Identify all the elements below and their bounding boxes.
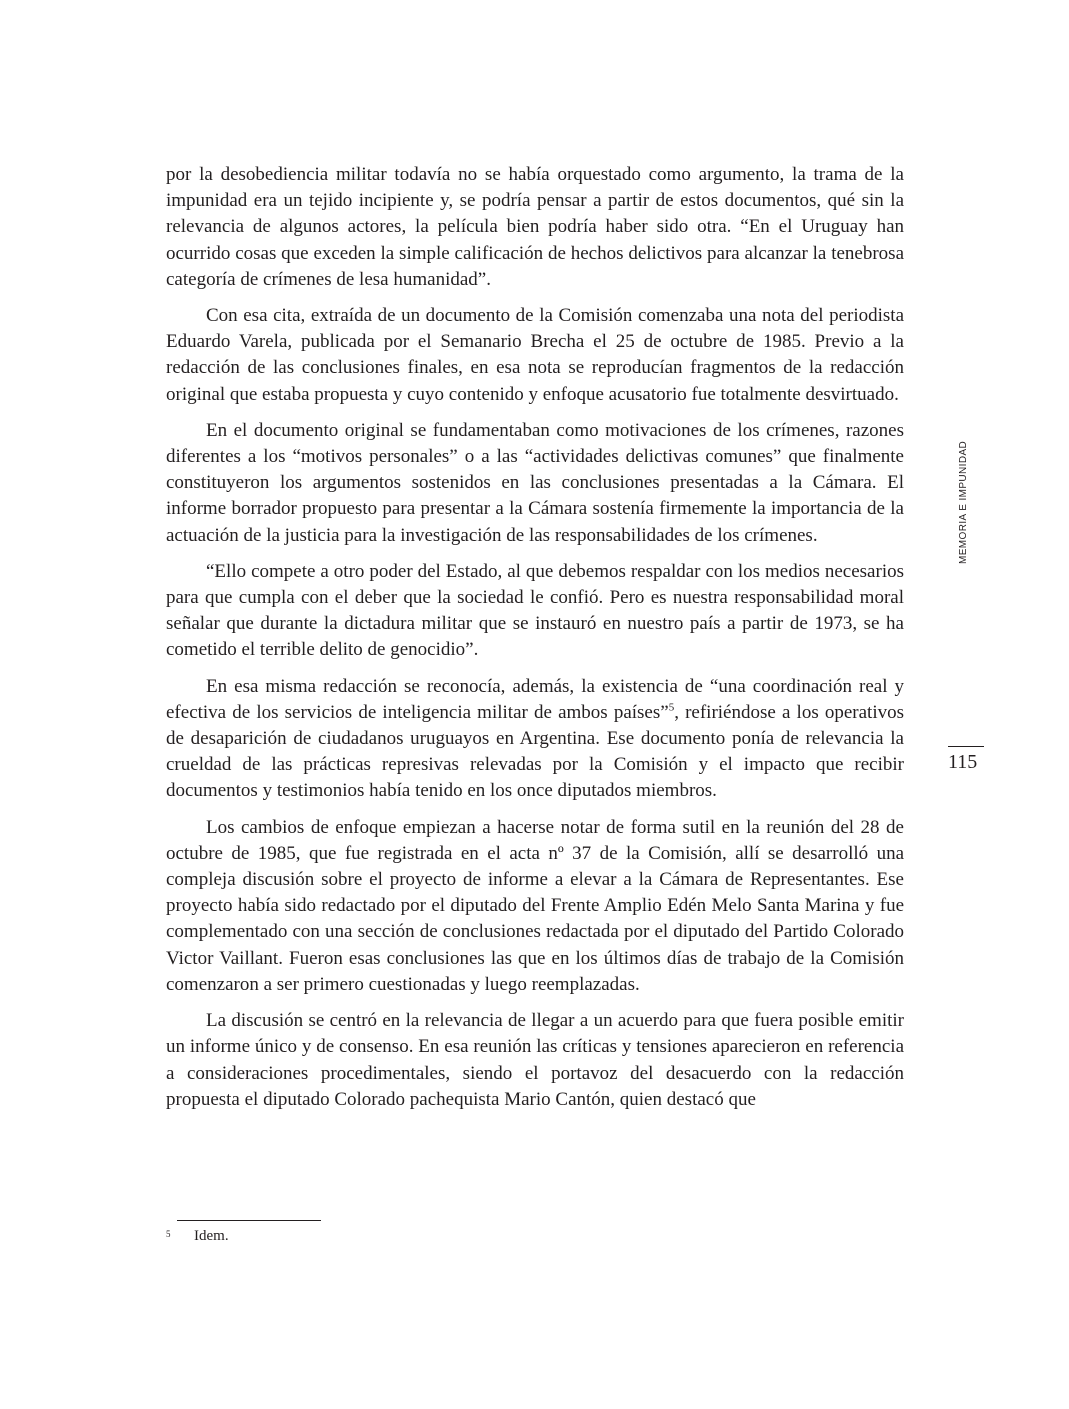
paragraph-5 (166, 674, 904, 805)
footnote-number: 5 (166, 1229, 171, 1239)
footnote-separator (177, 1220, 321, 1221)
paragraph-4: “Ello compete a otro poder del Estado, al que debemos respaldar con los medios necesarios para que cumpla con el deber que la sociedad le confió. Pero es nuestra responsabilidad moral señalar que durante la dictadura militar que se instauró en nuestro país a partir de 1973, se ha cometido el terrible delito de genocidio”. (166, 560, 904, 661)
paragraph-1: por la desobediencia militar todavía no se había orquestado como argumento, la trama de la impunidad era un tejido incipiente y, se podría pensar a partir de estos documentos, qué sin la relevancia de algunos actores, la película bien podría haber sido otra. “En el Uruguay han ocurrido cosas que exceden la simple calificación de hechos delictivos para alcanzar la tenebrosa categoría de crímenes de lesa humanidad”. (166, 164, 904, 290)
body-text (166, 162, 904, 1123)
page-number-rule (948, 746, 984, 747)
paragraph-2: Con esa cita, extraída de un documento de la Comisión comenzaba una nota del periodista Eduardo Varela, publicada por el Semanario Brecha el 25 de octubre de 1985. Previo a la redacción de las conclusiones finales, en esa nota se reproducían fragmentos de la redacción original que estaba propuesta y cuyo contenido y enfoque acusatorio fue totalmente desvirtuado. (166, 305, 904, 405)
paragraph-5-start: En esa misma redacción se reconocía, además, la existencia de “una coordinación real y efectiva de los servicios de inteligencia militar de ambos países” (166, 675, 904, 723)
footnote-text: Idem. (194, 1228, 229, 1244)
paragraph-7: La discusión se centró en la relevancia de llegar a un acuerdo para que fuera posible emitir un informe único y de consenso. En esa reunión las críticas y tensiones aparecieron en referencia a consideraciones procedimentales, siendo el portavoz del desacuerdo con la redacción propuesta el diputado Colorado pachequista Mario Cantón, quien destacó que (166, 1010, 904, 1110)
page-number: 115 (948, 751, 978, 773)
footnote-reference[interactable]: 5 (668, 701, 675, 714)
paragraph-3: En el documento original se fundamentaban como motivaciones de los crímenes, razones diferentes a los “motivos personales” o a las “actividades delictivas comunes” que finalmente constituyeron los argumentos sostenidos en las conclusiones presentadas a la Cámara. El informe borrador propuesto para presentar a la Cámara sostenía firmemente la importancia de la actuación de la justicia para la investigación de las responsabilidades de los crímenes. (166, 419, 904, 546)
running-head-text: MEMORIA E IMPUNIDAD (958, 440, 969, 564)
paragraph-5-end: , refiriéndose a los operativos de desaparición de ciudadanos uruguayos en Argentina. Ese documento ponía de relevancia la crueldad de las prácticas represivas relevadas por la Comisión y el impacto que recibir documentos y testimonios había tenido en los once diputados miembros. (166, 701, 904, 802)
paragraph-6: Los cambios de enfoque empiezan a hacerse notar de forma sutil en la reunión del 28 de octubre de 1985, que fue registrada en el acta nº 37 de la Comisión, allí se desarrolló una compleja discusión sobre el proyecto de informe a elevar a la Cámara de Representantes. Ese proyecto había sido redactado por el diputado del Frente Amplio Edén Melo Santa Marina y fue complementado con una sección de conclusiones redactada por el diputado del Partido Colorado Victor Vaillant. Fueron esas conclusiones las que en los últimos días de trabajo de la Comisión comenzaron a ser primero cuestionadas y luego reemplazadas. (166, 816, 904, 995)
